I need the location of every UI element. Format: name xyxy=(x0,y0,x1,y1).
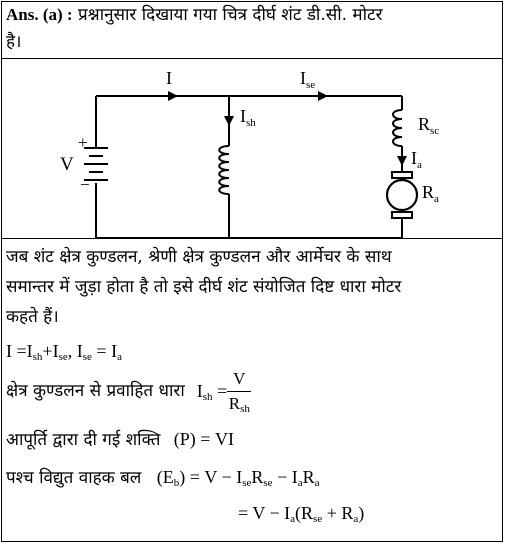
armature-symbol xyxy=(387,172,417,218)
series-coil xyxy=(393,110,402,146)
label-minus: − xyxy=(80,175,90,194)
label-Rsc: $R_{sc}$ xyxy=(418,114,440,137)
equation-currents: $I =I_{sh}+I_{se}$, $I_{se} = I_a$ xyxy=(6,341,122,363)
equation-back-emf: पश्च विद्युत वाहक बल $(E_b) = V - I_{se}R_{se} - I_aR_a$ xyxy=(6,467,320,489)
label-Ise: $I_{se}$ xyxy=(300,68,316,91)
equation-back-emf-2: = $V - I_a(R_{se} + R_a)$ xyxy=(238,503,365,525)
label-V: V xyxy=(60,154,74,175)
shunt-coil xyxy=(219,146,229,194)
equation-shunt-current xyxy=(6,366,251,416)
answer-label: Ans. (a) : xyxy=(6,5,73,24)
label-plus: + xyxy=(78,133,88,152)
label-I: I xyxy=(166,68,172,88)
header-line-2: है। xyxy=(6,32,22,52)
label-Ia: $I_a$ xyxy=(411,148,422,171)
divider-bottom xyxy=(1,238,503,239)
arrow-I xyxy=(168,91,178,101)
arrow-Ish xyxy=(224,116,234,126)
arrow-Ia xyxy=(397,156,407,166)
equation-power: आपूर्ति द्वारा दी गई शक्ति (P) = VI xyxy=(6,429,234,450)
arrow-Ise xyxy=(318,91,328,101)
circuit-diagram xyxy=(0,58,506,238)
eq2-numerator: V xyxy=(227,368,251,392)
eq2-fraction xyxy=(227,368,251,415)
para-line-1: जब शंट क्षेत्र कुण्डलन, श्रेणी क्षेत्र कुण्डलन और आर्मेचर के साथ xyxy=(6,247,392,267)
label-Ish: $I_{sh}$ xyxy=(240,106,256,129)
eq2-text: क्षेत्र कुण्डलन से प्रवाहित धारा xyxy=(6,381,185,401)
eq2-denominator: $R_{sh}$ xyxy=(228,393,250,415)
para-line-3: कहते हैं। xyxy=(6,307,59,327)
header-line-1 xyxy=(6,4,383,26)
header-text: प्रश्नानुसार दिखाया गया चित्र दीर्घ शंट डी.सी. मोटर xyxy=(78,5,383,25)
label-Ra: $R_a$ xyxy=(422,182,439,205)
eq2-lhs: $I_{sh}$ = xyxy=(196,381,228,403)
para-line-2: समान्तर में जुड़ा होता है तो इसे दीर्घ शंट संयोजित दिष्ट धारा मोटर xyxy=(6,277,402,297)
